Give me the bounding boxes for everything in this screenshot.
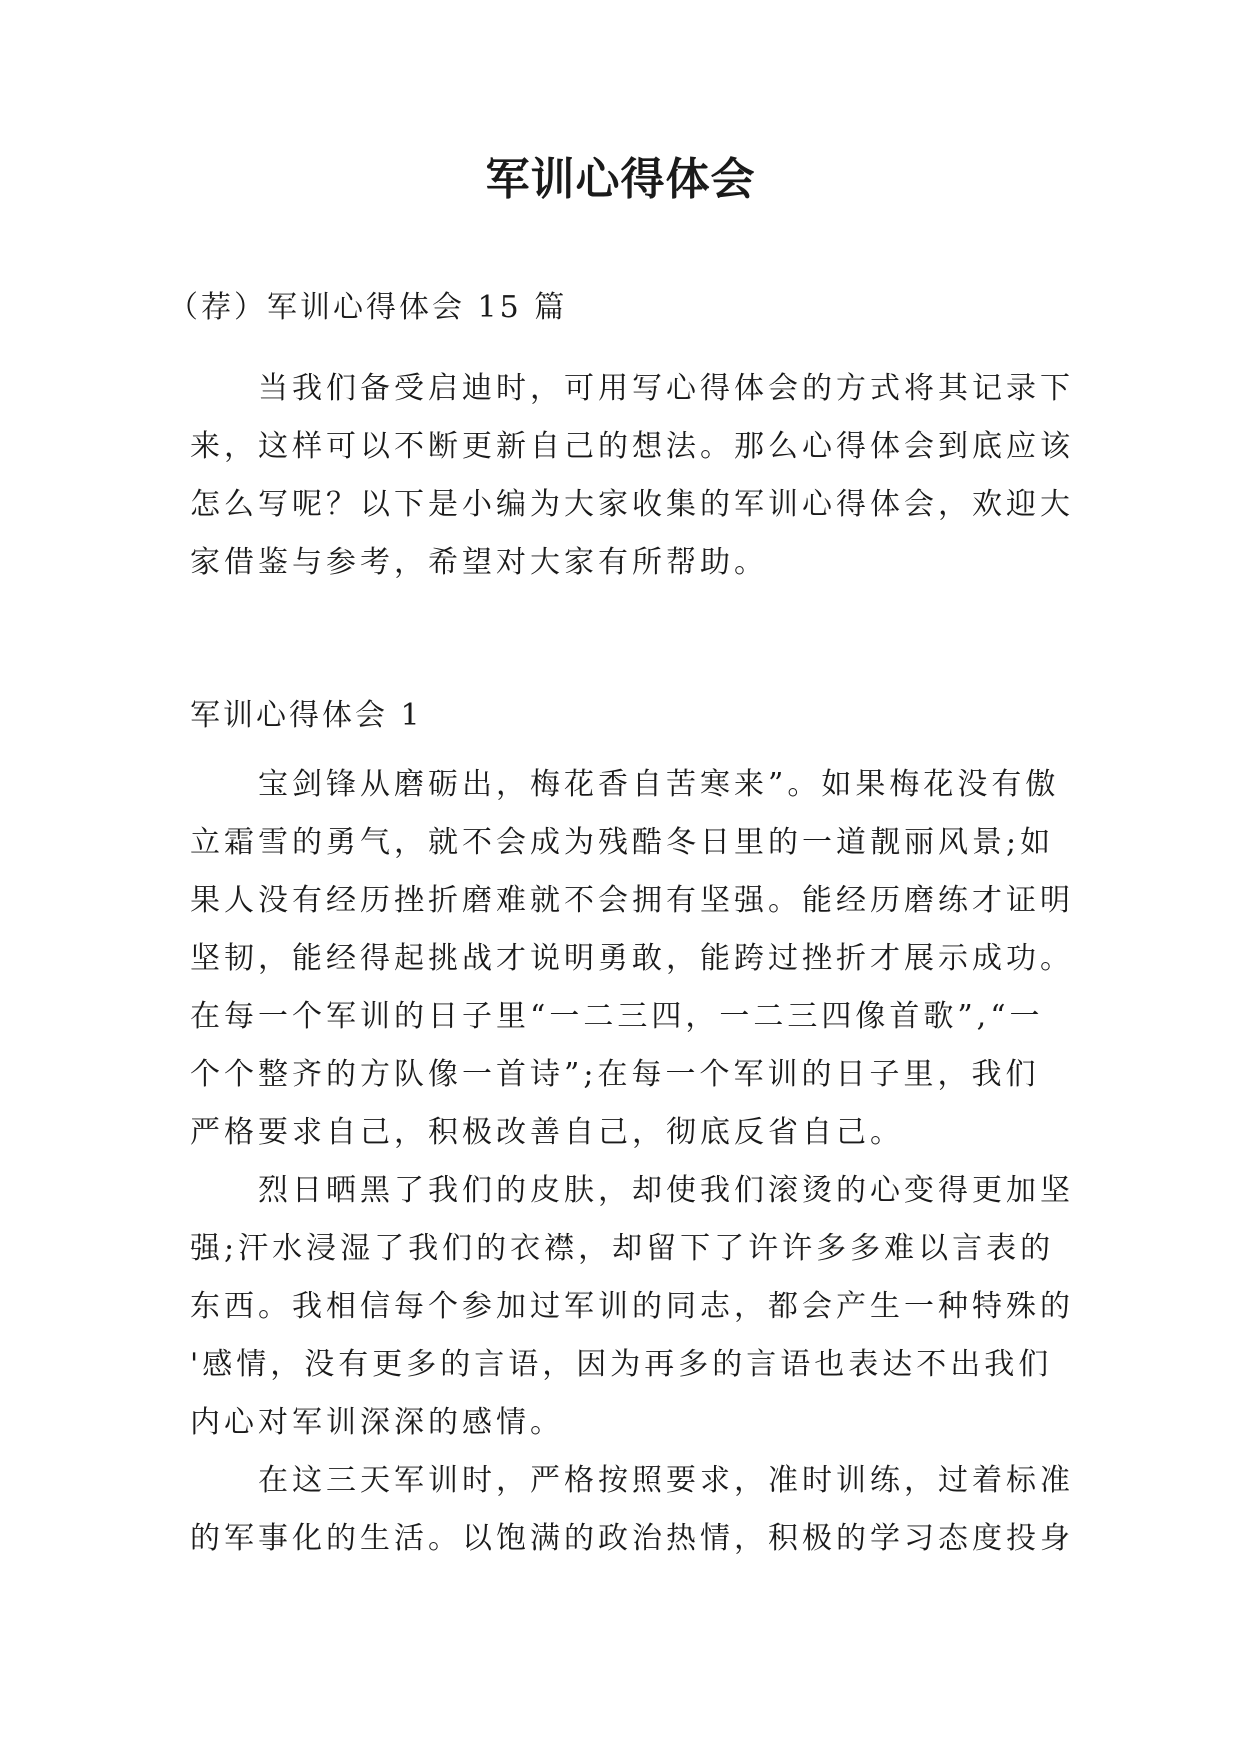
intro-line: 怎么写呢？以下是小编为大家收集的军训心得体会，欢迎大 [190, 487, 1074, 522]
body-line: 东西。我相信每个参加过军训的同志，都会产生一种特殊的 [190, 1289, 1074, 1324]
body-text [190, 756, 1074, 1568]
intro-line: 来，这样可以不断更新自己的想法。那么心得体会到底应该 [190, 429, 1074, 464]
page-title: 军训心得体会 [485, 154, 756, 205]
body-line: 严格要求自己，积极改善自己，彻底反省自己。 [190, 1115, 904, 1150]
body-line: '感情，没有更多的言语，因为再多的言语也表达不出我们 [190, 1347, 1053, 1382]
intro-line: 当我们备受启迪时，可用写心得体会的方式将其记录下 [190, 371, 1074, 406]
body-line: 坚韧，能经得起挑战才说明勇敢，能跨过挫折才展示成功。 [190, 941, 1074, 976]
body-line: 在这三天军训时，严格按照要求，准时训练，过着标准 [190, 1463, 1074, 1498]
body-line: 的军事化的生活。以饱满的政治热情，积极的学习态度投身 [190, 1521, 1074, 1556]
body-line: 在每一个军训的日子里“一二三四，一二三四像首歌”,“一 [190, 999, 1044, 1034]
body-line: 宝剑锋从磨砺出，梅花香自苦寒来”。如果梅花没有傲 [190, 767, 1060, 802]
body-line: 果人没有经历挫折磨难就不会拥有坚强。能经历磨练才证明 [190, 883, 1074, 918]
body-line: 个个整齐的方队像一首诗”;在每一个军训的日子里，我们 [190, 1057, 1040, 1092]
section-heading: 军训心得体会 1 [190, 698, 423, 733]
body-line: 烈日晒黑了我们的皮肤，却使我们滚烫的心变得更加坚 [190, 1173, 1074, 1208]
body-line: 内心对军训深深的感情。 [190, 1405, 564, 1440]
intro-line: 家借鉴与参考，希望对大家有所帮助。 [190, 545, 768, 580]
intro-paragraph [190, 360, 1074, 592]
body-line: 立霜雪的勇气，就不会成为残酷冬日里的一道靓丽风景;如 [190, 825, 1055, 860]
document-subtitle: （荐）军训心得体会 15 篇 [168, 290, 568, 325]
body-line: 强;汗水浸湿了我们的衣襟，却留下了许许多多难以言表的 [190, 1231, 1055, 1266]
